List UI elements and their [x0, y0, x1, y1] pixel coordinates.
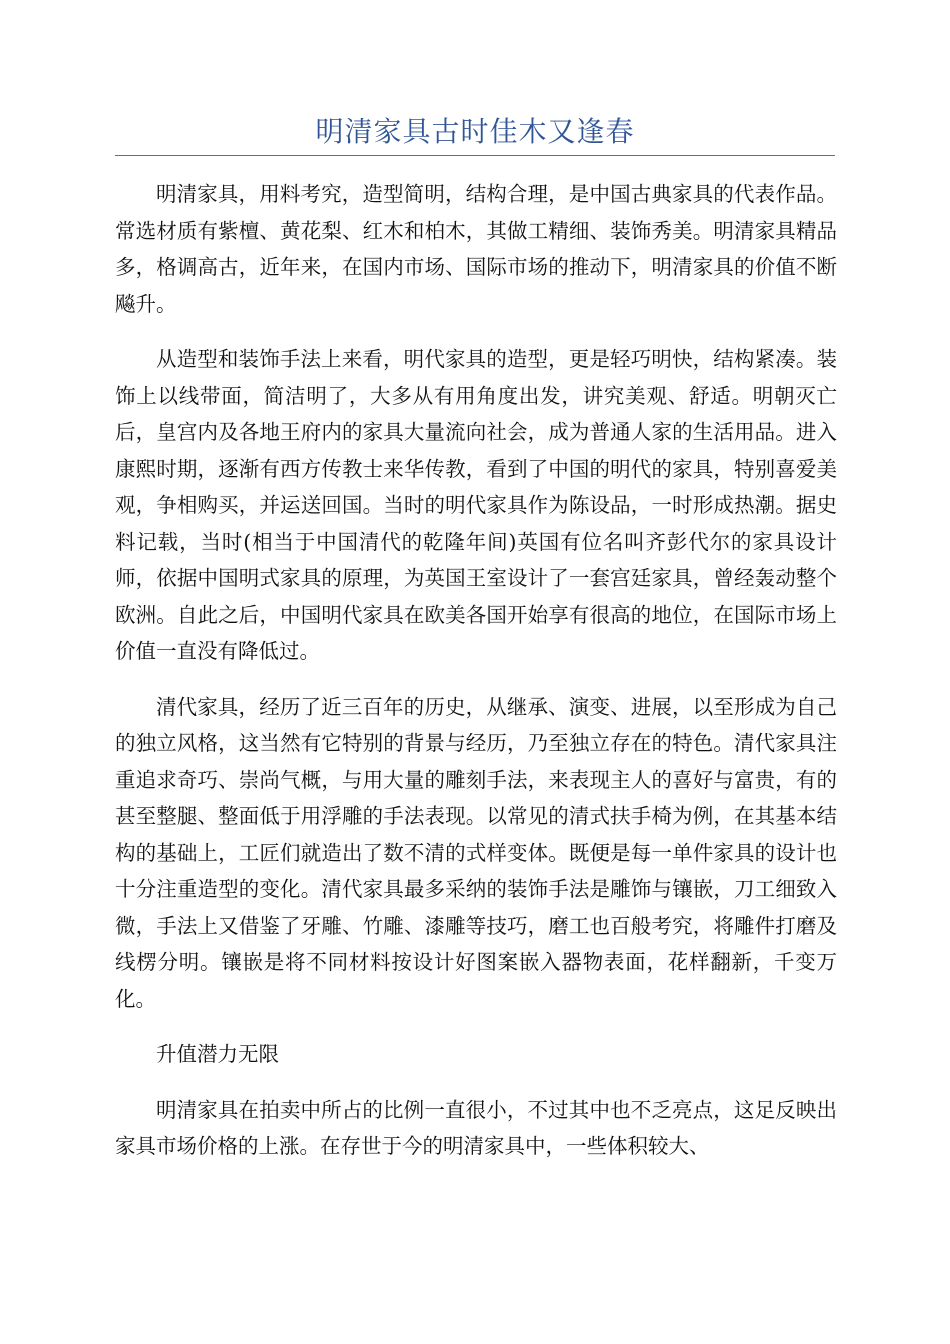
paragraph-auction: 明清家具在拍卖中所占的比例一直很小，不过其中也不乏亮点，这足反映出家具市场价格的上涨。在存世于今的明清家具中，一些体积较大、 [115, 1097, 837, 1158]
paragraph-intro: 明清家具，用料考究，造型简明，结构合理，是中国古典家具的代表作品。常选材质有紫檀、黄花梨、红木和柏木，其做工精细、装饰秀美。明清家具精品多，格调高古，近年来，在国内市场、国际市场的推动下，明清家具的价值不断飚升。 [115, 182, 837, 316]
paragraph-qing-furniture: 清代家具，经历了近三百年的历史，从继承、演变、进展，以至形成为自己的独立风格，这当然有它特别的背景与经历，乃至独立存在的特色。清代家具注重追求奇巧、崇尚气概，与用大量的雕刻手法，来表现主人的喜好与富贵，有的甚至整腿、整面低于用浮雕的手法表现。以常见的清式扶手椅为例，在其基本结构的基础上，工匠们就造出了数不清的式样变体。既便是每一单件家具的设计也十分注重造型的变化。清代家具最多采纳的装饰手法是雕饰与镶嵌，刀工细致入微，手法上又借鉴了牙雕、竹雕、漆雕等技巧，磨工也百般考究，将雕件打磨及线楞分明。镶嵌是将不同材料按设计好图案嵌入器物表面，花样翻新，千变万化。 [115, 694, 837, 1011]
document-body [115, 176, 837, 1184]
section-subheading: 升值潜力无限 [156, 1042, 279, 1066]
document-title: 明清家具古时佳木又逢春 [315, 115, 635, 148]
paragraph-ming-furniture: 从造型和装饰手法上来看，明代家具的造型，更是轻巧明快，结构紧凑。装饰上以线带面，简洁明了，大多从有用角度出发，讲究美观、舒适。明朝灭亡后，皇宫内及各地王府内的家具大量流向社会，成为普通人家的生活用品。进入康熙时期，逐渐有西方传教士来华传教，看到了中国的明代的家具，特别喜爱美观，争相购买，并运送回国。当时的明代家具作为陈设品，一时形成热潮。据史料记载，当时(相当于中国清代的乾隆年间)英国有位名叫齐彭代尔的家具设计师，依据中国明式家具的原理，为英国王室设计了一套宫廷家具，曾经轰动整个欧洲。自此之后，中国明代家具在欧美各国开始享有很高的地位，在国际市场上价值一直没有降低过。 [115, 347, 837, 663]
title-underline [115, 155, 835, 156]
